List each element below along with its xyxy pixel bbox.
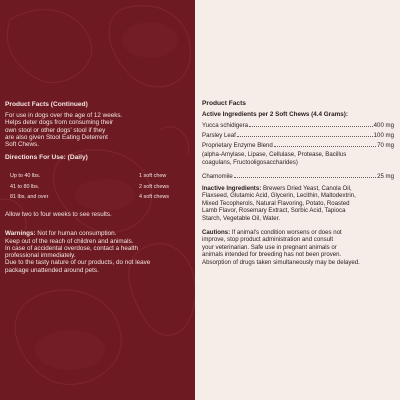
inactive-line: Starch, Vegetable Oil, Water.: [202, 214, 281, 222]
cautions-label: Cautions:: [202, 228, 231, 236]
warnings-line: In case of accidental overdose, contact a health: [5, 244, 139, 252]
left-panel: [0, 0, 195, 400]
ingredient-name: Yucca schidigera: [202, 122, 249, 129]
cautions-line: Absorption of drugs taken simultaneously may be delayed.: [202, 258, 360, 266]
facts-continued-text: [5, 112, 190, 148]
ingredient-name: Chamomile: [202, 172, 233, 180]
inactive-line: [202, 185, 394, 193]
enzyme-detail-line: coagulans, Fructooligosaccharides): [202, 158, 298, 166]
left-content: [0, 0, 190, 274]
directions-row: [5, 182, 190, 193]
cautions-line: your veterinarian. Safe use in pregnant animals or: [202, 243, 337, 251]
dose-weight: 41 to 80 lbs.: [10, 183, 40, 190]
dose-chews: 2 soft chews: [139, 183, 169, 190]
ingredient-amount: 70 mg: [377, 142, 394, 149]
warnings-line: Keep out of the reach of children and animals.: [5, 237, 134, 245]
facts-title: Product Facts: [202, 100, 246, 107]
facts-line: Helps deter dogs from consuming their: [5, 119, 114, 127]
facts-line: Soft Chews.: [5, 141, 39, 149]
inactive-line: Lamb Flavor, Rosemary Extract, Sorbic Acid, Tapioca: [202, 207, 346, 215]
ingredient-amount: 400 mg: [373, 122, 394, 129]
right-content: [195, 0, 400, 267]
right-panel: [195, 0, 400, 400]
active-ingredients-title: Active Ingredients per 2 Soft Chews (4.4 Grams):: [202, 111, 348, 118]
ingredient-row: [202, 172, 394, 182]
warnings-line: Due to the tasty nature of our products, do not leave: [5, 259, 151, 267]
warnings-label: Warnings:: [5, 230, 36, 238]
facts-line: are also given Stool Eating Deterrent: [5, 133, 108, 141]
inactive-ingredients: [202, 185, 394, 223]
inactive-line: Mixed Tecopherols, Natural Flavoring, Potato, Roasted: [202, 199, 350, 207]
directions-row: [5, 192, 190, 203]
ingredient-row: [202, 121, 394, 131]
warnings-line: [5, 230, 190, 237]
enzyme-detail: [202, 151, 394, 167]
ingredient-name: Proprietary Enzyme Blend: [202, 142, 273, 149]
warnings-block: [5, 230, 190, 274]
facts-continued-title: Product Facts (Continued): [5, 101, 88, 108]
ingredient-row: [202, 131, 394, 141]
leader-dots: [274, 146, 376, 147]
allow-text: Allow two to four weeks to see results.: [5, 210, 112, 218]
leader-dots: [237, 136, 373, 137]
cautions-text: If animal's condition worsens or does not: [230, 228, 342, 236]
dose-chews: 1 soft chew: [139, 173, 167, 180]
ingredient-amount: 25 mg: [377, 172, 394, 180]
cautions-line: [202, 229, 394, 237]
directions-title: Directions For Use: (Daily): [5, 154, 88, 162]
dose-chews: 4 soft chews: [139, 194, 169, 201]
cautions: [202, 229, 394, 267]
cautions-line: animals intended for breeding has not been proven.: [202, 251, 342, 259]
warnings-line: package unattended around pets.: [5, 266, 99, 274]
dose-weight: 81 lbs. and over: [10, 194, 49, 201]
facts-line: For use in dogs over the age of 12 weeks.: [5, 112, 123, 119]
leader-dots: [249, 126, 373, 127]
ingredient-row: [202, 141, 394, 151]
directions-row: [5, 171, 190, 182]
leader-dots: [234, 177, 376, 178]
warnings-line: professional immediately.: [5, 252, 76, 260]
directions-table: [5, 171, 190, 203]
cautions-line: improve, stop product administration and consult: [202, 236, 334, 244]
warnings-text: Not for human consumption.: [35, 230, 117, 238]
dose-weight: Up to 40 lbs.: [10, 173, 41, 180]
inactive-line: Flaxseed, Glutamic Acid, Glycerin, Lecithin, Maltodextrin,: [202, 192, 356, 200]
ingredient-amount: 100 mg: [373, 132, 394, 139]
enzyme-detail-line: (alpha-Amylase, Lipase, Cellulase, Protease, Bacillus: [202, 151, 347, 158]
ingredient-name: Parsley Leaf: [202, 132, 236, 139]
inactive-text: Brewers Dried Yeast, Canola Oil,: [261, 184, 352, 192]
inactive-label: Inactive Ingredients:: [202, 184, 262, 192]
facts-line: own stool or other dogs' stool if they: [5, 126, 106, 134]
